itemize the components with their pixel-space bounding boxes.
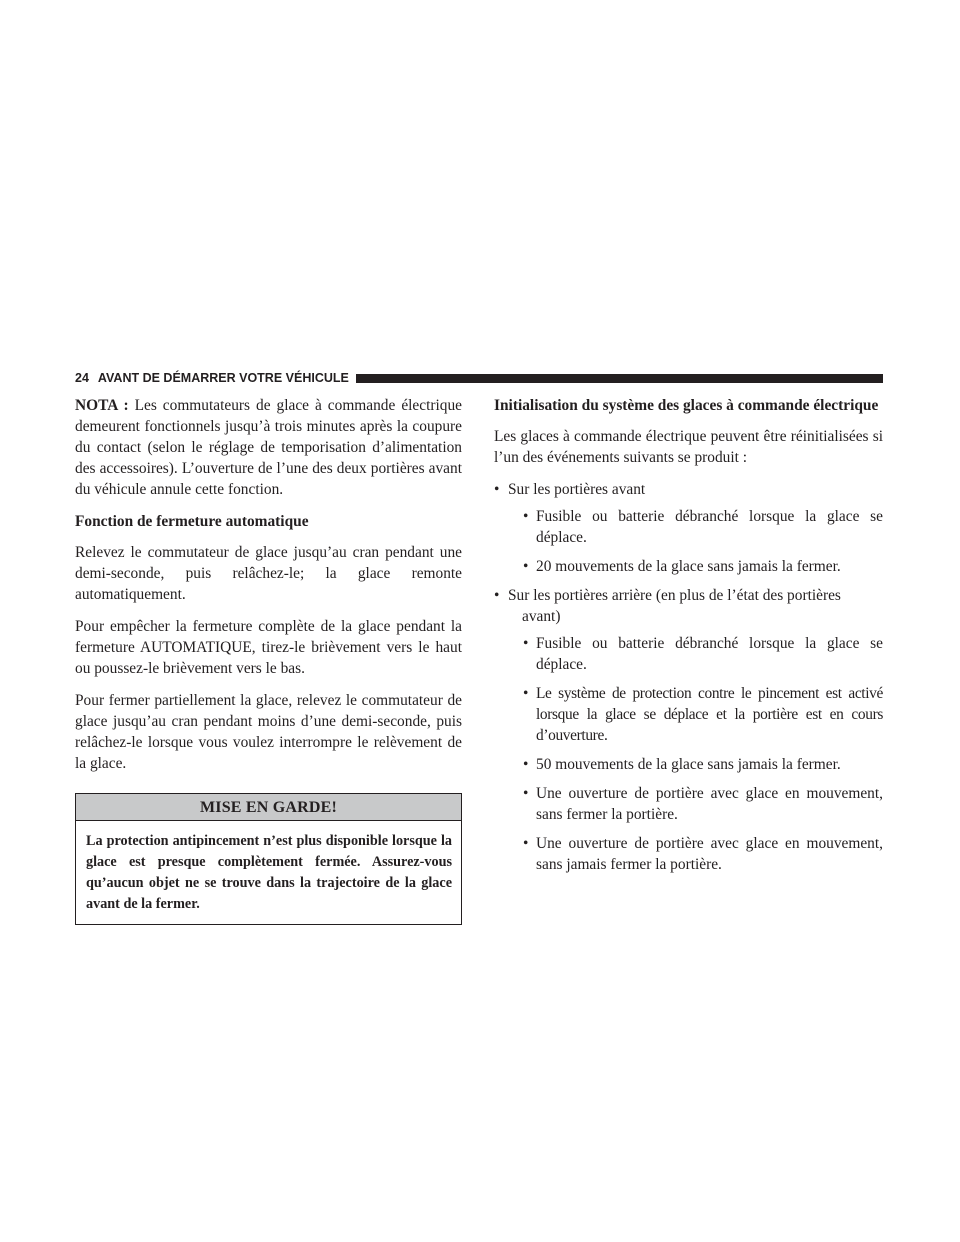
list-item: • Une ouverture de portière avec glace en mouvement, sans jamais fermer la portière. xyxy=(523,835,883,873)
section-title: AVANT DE DÉMARRER VOTRE VÉHICULE xyxy=(97,371,349,385)
page-header xyxy=(75,371,883,385)
page-number: 24 xyxy=(75,371,89,385)
bullet-icon: • xyxy=(523,785,529,802)
list-item: • 20 mouvements de la glace sans jamais la fermer. xyxy=(523,558,841,575)
nota-label: NOTA : xyxy=(75,397,129,414)
list-item: • 50 mouvements de la glace sans jamais la fermer. xyxy=(523,756,841,773)
bullet-icon: • xyxy=(523,558,529,575)
init-intro: Les glaces à commande électrique peuvent être réinitialisées si l’un des événements suivants se produit : xyxy=(494,428,883,466)
list-item-label: Sur les portières avant xyxy=(508,481,646,498)
list-item-label: Sur les portières arrière (en plus de l’état des portières avant) xyxy=(508,587,841,625)
front-sublist xyxy=(508,506,883,577)
bullet-icon: • xyxy=(494,587,500,604)
bullet-icon: • xyxy=(523,685,529,702)
list-item: • Le système de protection contre le pincement est activé lorsque la glace se déplace et la portière est en cours d’ouverture. xyxy=(523,685,883,744)
condition-list xyxy=(494,479,883,875)
list-item: • Fusible ou batterie débranché lorsque la glace se déplace. xyxy=(523,635,883,673)
auto-close-heading: Fonction de fermeture automatique xyxy=(75,513,309,530)
warning-title: MISE EN GARDE! xyxy=(76,794,461,821)
header-rule xyxy=(356,374,883,383)
list-item: • Une ouverture de portière avec glace en mouvement, sans fermer la portière. xyxy=(523,785,883,823)
init-heading: Initialisation du système des glaces à commande électrique xyxy=(494,397,879,414)
list-item-rear-doors xyxy=(494,585,883,875)
auto-close-paragraph-1: Relevez le commutateur de glace jusqu’au cran pendant une demi-seconde, puis relâchez-le; la glace remonte automatiquement. xyxy=(75,544,462,603)
bullet-icon: • xyxy=(523,635,529,652)
auto-close-paragraph-3: Pour fermer partiellement la glace, relevez le commutateur de glace jusqu’au cran pendant moins d’une demi-seconde, puis relâchez-le lorsque vous voulez interrompre le relèvement de la glace. xyxy=(75,692,462,772)
list-item: • Fusible ou batterie débranché lorsque la glace se déplace. xyxy=(523,508,883,546)
nota-paragraph xyxy=(75,395,462,500)
auto-close-paragraph-2: Pour empêcher la fermeture complète de la glace pendant la fermeture AUTOMATIQUE, tirez-le brièvement vers le haut ou poussez-le brièvement vers le bas. xyxy=(75,618,462,677)
rear-sublist xyxy=(508,633,883,875)
warning-box xyxy=(75,793,462,925)
warning-text: La protection antipincement n’est plus disponible lorsque la glace est presque complètement fermée. Assurez-vous qu’aucun objet ne se trouve dans la trajectoire de la glace avant de la fermer. xyxy=(86,833,452,912)
right-column xyxy=(494,395,883,883)
bullet-icon: • xyxy=(523,835,529,852)
left-column xyxy=(75,395,462,925)
list-item-front-doors xyxy=(494,479,883,577)
bullet-icon: • xyxy=(523,756,529,773)
nota-text: Les commutateurs de glace à commande électrique demeurent fonctionnels jusqu’à trois minutes après la coupure du contact (selon le réglage de temporisation d’alimentation des accessoires). L’ouverture de l’une des deux portières avant du véhicule annule cette fonction. xyxy=(75,397,462,498)
bullet-icon: • xyxy=(523,508,529,525)
bullet-icon: • xyxy=(494,481,500,498)
